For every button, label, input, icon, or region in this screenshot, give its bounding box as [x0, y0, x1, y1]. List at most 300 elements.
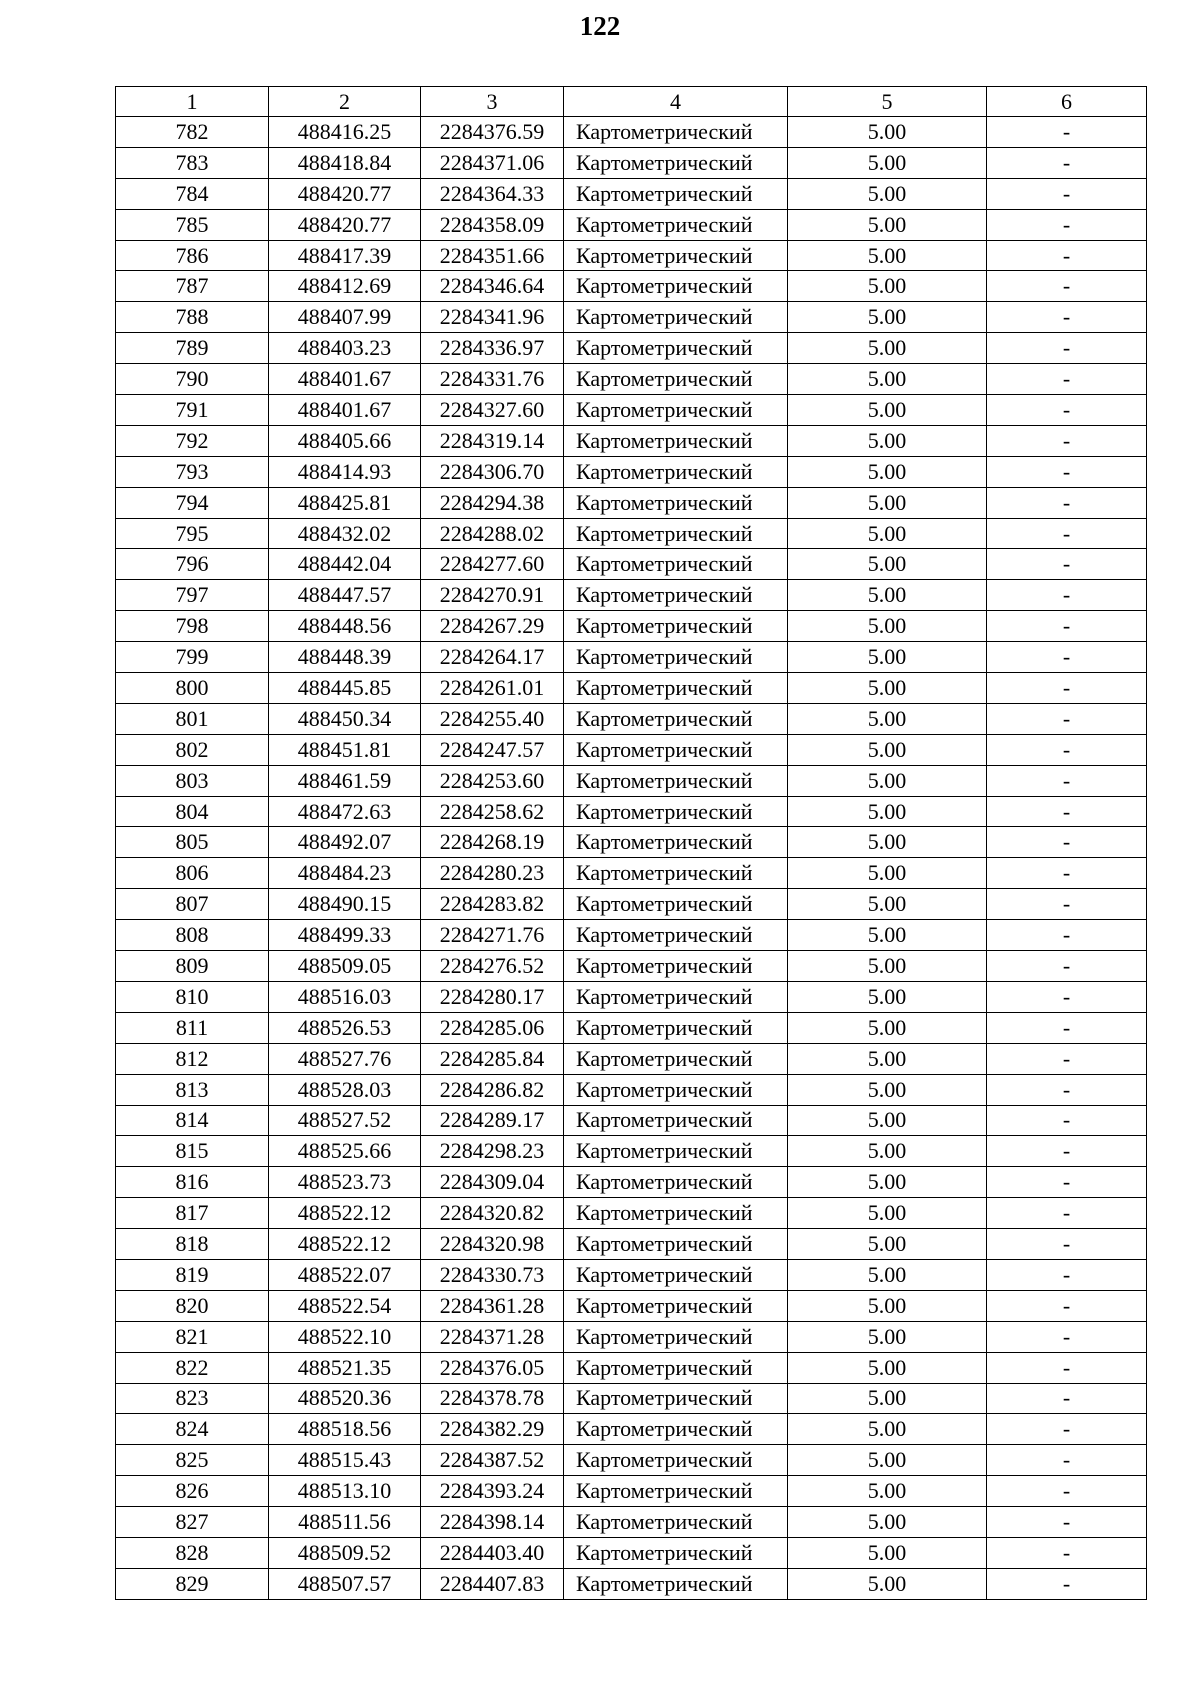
note-cell: -: [987, 1383, 1147, 1414]
point-number-cell: 815: [116, 1136, 269, 1167]
x-coordinate-cell: 488450.34: [269, 703, 421, 734]
table-row: [116, 1043, 1147, 1074]
point-number-cell: 829: [116, 1568, 269, 1599]
accuracy-cell: 5.00: [788, 1105, 987, 1136]
method-cell: Картометрический: [564, 302, 788, 333]
table-row: [116, 333, 1147, 364]
method-cell: Картометрический: [564, 1476, 788, 1507]
x-coordinate-cell: 488527.52: [269, 1105, 421, 1136]
note-cell: -: [987, 1229, 1147, 1260]
method-cell: Картометрический: [564, 456, 788, 487]
table-row: [116, 395, 1147, 426]
note-cell: -: [987, 364, 1147, 395]
y-coordinate-cell: 2284288.02: [421, 518, 564, 549]
y-coordinate-cell: 2284320.82: [421, 1198, 564, 1229]
table-row: [116, 611, 1147, 642]
accuracy-cell: 5.00: [788, 827, 987, 858]
note-cell: -: [987, 1476, 1147, 1507]
table-row: [116, 1568, 1147, 1599]
column-header: 4: [564, 87, 788, 117]
y-coordinate-cell: 2284319.14: [421, 425, 564, 456]
y-coordinate-cell: 2284267.29: [421, 611, 564, 642]
note-cell: -: [987, 302, 1147, 333]
y-coordinate-cell: 2284361.28: [421, 1290, 564, 1321]
method-cell: Картометрический: [564, 858, 788, 889]
table-row: [116, 456, 1147, 487]
table-row: [116, 1507, 1147, 1538]
y-coordinate-cell: 2284378.78: [421, 1383, 564, 1414]
table-row: [116, 858, 1147, 889]
point-number-cell: 820: [116, 1290, 269, 1321]
table-row: [116, 1167, 1147, 1198]
x-coordinate-cell: 488472.63: [269, 796, 421, 827]
x-coordinate-cell: 488420.77: [269, 178, 421, 209]
accuracy-cell: 5.00: [788, 1445, 987, 1476]
x-coordinate-cell: 488451.81: [269, 734, 421, 765]
table-row: [116, 796, 1147, 827]
note-cell: -: [987, 1012, 1147, 1043]
table-row: [116, 889, 1147, 920]
point-number-cell: 812: [116, 1043, 269, 1074]
y-coordinate-cell: 2284364.33: [421, 178, 564, 209]
x-coordinate-cell: 488513.10: [269, 1476, 421, 1507]
method-cell: Картометрический: [564, 889, 788, 920]
x-coordinate-cell: 488403.23: [269, 333, 421, 364]
x-coordinate-cell: 488522.10: [269, 1321, 421, 1352]
x-coordinate-cell: 488405.66: [269, 425, 421, 456]
method-cell: Картометрический: [564, 117, 788, 148]
x-coordinate-cell: 488522.12: [269, 1229, 421, 1260]
accuracy-cell: 5.00: [788, 1537, 987, 1568]
y-coordinate-cell: 2284351.66: [421, 240, 564, 271]
method-cell: Картометрический: [564, 1537, 788, 1568]
table-row: [116, 117, 1147, 148]
method-cell: Картометрический: [564, 1445, 788, 1476]
note-cell: -: [987, 271, 1147, 302]
column-header: 6: [987, 87, 1147, 117]
table-row: [116, 1136, 1147, 1167]
accuracy-cell: 5.00: [788, 1414, 987, 1445]
table-row: [116, 147, 1147, 178]
point-number-cell: 786: [116, 240, 269, 271]
point-number-cell: 825: [116, 1445, 269, 1476]
note-cell: -: [987, 456, 1147, 487]
accuracy-cell: 5.00: [788, 1259, 987, 1290]
y-coordinate-cell: 2284255.40: [421, 703, 564, 734]
note-cell: -: [987, 1043, 1147, 1074]
table-row: [116, 302, 1147, 333]
x-coordinate-cell: 488448.39: [269, 642, 421, 673]
accuracy-cell: 5.00: [788, 580, 987, 611]
table-row: [116, 1105, 1147, 1136]
note-cell: -: [987, 240, 1147, 271]
note-cell: -: [987, 580, 1147, 611]
note-cell: -: [987, 1136, 1147, 1167]
table-row: [116, 734, 1147, 765]
point-number-cell: 783: [116, 147, 269, 178]
y-coordinate-cell: 2284358.09: [421, 209, 564, 240]
accuracy-cell: 5.00: [788, 395, 987, 426]
table-row: [116, 673, 1147, 704]
y-coordinate-cell: 2284320.98: [421, 1229, 564, 1260]
method-cell: Картометрический: [564, 827, 788, 858]
y-coordinate-cell: 2284258.62: [421, 796, 564, 827]
method-cell: Картометрический: [564, 920, 788, 951]
y-coordinate-cell: 2284382.29: [421, 1414, 564, 1445]
note-cell: -: [987, 1445, 1147, 1476]
note-cell: -: [987, 889, 1147, 920]
point-number-cell: 824: [116, 1414, 269, 1445]
method-cell: Картометрический: [564, 1383, 788, 1414]
x-coordinate-cell: 488528.03: [269, 1074, 421, 1105]
column-header: 5: [788, 87, 987, 117]
table-row: [116, 364, 1147, 395]
point-number-cell: 798: [116, 611, 269, 642]
accuracy-cell: 5.00: [788, 364, 987, 395]
x-coordinate-cell: 488520.36: [269, 1383, 421, 1414]
y-coordinate-cell: 2284268.19: [421, 827, 564, 858]
x-coordinate-cell: 488447.57: [269, 580, 421, 611]
point-number-cell: 795: [116, 518, 269, 549]
method-cell: Картометрический: [564, 147, 788, 178]
point-number-cell: 784: [116, 178, 269, 209]
table-row: [116, 271, 1147, 302]
x-coordinate-cell: 488407.99: [269, 302, 421, 333]
point-number-cell: 803: [116, 765, 269, 796]
note-cell: -: [987, 611, 1147, 642]
method-cell: Картометрический: [564, 178, 788, 209]
point-number-cell: 811: [116, 1012, 269, 1043]
x-coordinate-cell: 488526.53: [269, 1012, 421, 1043]
accuracy-cell: 5.00: [788, 1167, 987, 1198]
point-number-cell: 805: [116, 827, 269, 858]
accuracy-cell: 5.00: [788, 1476, 987, 1507]
x-coordinate-cell: 488527.76: [269, 1043, 421, 1074]
method-cell: Картометрический: [564, 1074, 788, 1105]
y-coordinate-cell: 2284331.76: [421, 364, 564, 395]
accuracy-cell: 5.00: [788, 302, 987, 333]
method-cell: Картометрический: [564, 580, 788, 611]
y-coordinate-cell: 2284276.52: [421, 951, 564, 982]
accuracy-cell: 5.00: [788, 951, 987, 982]
accuracy-cell: 5.00: [788, 117, 987, 148]
method-cell: Картометрический: [564, 1167, 788, 1198]
x-coordinate-cell: 488523.73: [269, 1167, 421, 1198]
method-cell: Картометрический: [564, 1507, 788, 1538]
table-row: [116, 487, 1147, 518]
method-cell: Картометрический: [564, 333, 788, 364]
note-cell: -: [987, 333, 1147, 364]
accuracy-cell: 5.00: [788, 425, 987, 456]
point-number-cell: 813: [116, 1074, 269, 1105]
note-cell: -: [987, 518, 1147, 549]
column-header: 2: [269, 87, 421, 117]
note-cell: -: [987, 642, 1147, 673]
point-number-cell: 819: [116, 1259, 269, 1290]
x-coordinate-cell: 488401.67: [269, 395, 421, 426]
y-coordinate-cell: 2284289.17: [421, 1105, 564, 1136]
y-coordinate-cell: 2284285.84: [421, 1043, 564, 1074]
note-cell: -: [987, 1198, 1147, 1229]
accuracy-cell: 5.00: [788, 734, 987, 765]
table-row: [116, 1321, 1147, 1352]
note-cell: -: [987, 117, 1147, 148]
x-coordinate-cell: 488511.56: [269, 1507, 421, 1538]
method-cell: Картометрический: [564, 209, 788, 240]
y-coordinate-cell: 2284376.59: [421, 117, 564, 148]
note-cell: -: [987, 1537, 1147, 1568]
accuracy-cell: 5.00: [788, 611, 987, 642]
method-cell: Картометрический: [564, 1105, 788, 1136]
method-cell: Картометрический: [564, 240, 788, 271]
note-cell: -: [987, 920, 1147, 951]
x-coordinate-cell: 488412.69: [269, 271, 421, 302]
table-row: [116, 1383, 1147, 1414]
y-coordinate-cell: 2284309.04: [421, 1167, 564, 1198]
method-cell: Картометрический: [564, 1290, 788, 1321]
x-coordinate-cell: 488484.23: [269, 858, 421, 889]
x-coordinate-cell: 488525.66: [269, 1136, 421, 1167]
table-row: [116, 1352, 1147, 1383]
point-number-cell: 782: [116, 117, 269, 148]
x-coordinate-cell: 488507.57: [269, 1568, 421, 1599]
point-number-cell: 800: [116, 673, 269, 704]
note-cell: -: [987, 1259, 1147, 1290]
point-number-cell: 809: [116, 951, 269, 982]
method-cell: Картометрический: [564, 1229, 788, 1260]
table-row: [116, 951, 1147, 982]
accuracy-cell: 5.00: [788, 642, 987, 673]
table-row: [116, 518, 1147, 549]
accuracy-cell: 5.00: [788, 209, 987, 240]
method-cell: Картометрический: [564, 951, 788, 982]
table-row: [116, 1259, 1147, 1290]
x-coordinate-cell: 488432.02: [269, 518, 421, 549]
y-coordinate-cell: 2284294.38: [421, 487, 564, 518]
x-coordinate-cell: 488418.84: [269, 147, 421, 178]
column-header: 1: [116, 87, 269, 117]
table-body: [116, 117, 1147, 1600]
method-cell: Картометрический: [564, 703, 788, 734]
accuracy-cell: 5.00: [788, 1321, 987, 1352]
method-cell: Картометрический: [564, 796, 788, 827]
x-coordinate-cell: 488516.03: [269, 981, 421, 1012]
point-number-cell: 818: [116, 1229, 269, 1260]
y-coordinate-cell: 2284264.17: [421, 642, 564, 673]
method-cell: Картометрический: [564, 1321, 788, 1352]
accuracy-cell: 5.00: [788, 240, 987, 271]
table-row: [116, 209, 1147, 240]
table-row: [116, 549, 1147, 580]
method-cell: Картометрический: [564, 549, 788, 580]
table-row: [116, 1537, 1147, 1568]
accuracy-cell: 5.00: [788, 1383, 987, 1414]
method-cell: Картометрический: [564, 425, 788, 456]
x-coordinate-cell: 488522.07: [269, 1259, 421, 1290]
y-coordinate-cell: 2284253.60: [421, 765, 564, 796]
x-coordinate-cell: 488416.25: [269, 117, 421, 148]
note-cell: -: [987, 951, 1147, 982]
accuracy-cell: 5.00: [788, 1043, 987, 1074]
point-number-cell: 808: [116, 920, 269, 951]
accuracy-cell: 5.00: [788, 1198, 987, 1229]
method-cell: Картометрический: [564, 765, 788, 796]
accuracy-cell: 5.00: [788, 1568, 987, 1599]
x-coordinate-cell: 488492.07: [269, 827, 421, 858]
y-coordinate-cell: 2284330.73: [421, 1259, 564, 1290]
y-coordinate-cell: 2284285.06: [421, 1012, 564, 1043]
y-coordinate-cell: 2284271.76: [421, 920, 564, 951]
note-cell: -: [987, 209, 1147, 240]
table-row: [116, 1414, 1147, 1445]
accuracy-cell: 5.00: [788, 673, 987, 704]
y-coordinate-cell: 2284298.23: [421, 1136, 564, 1167]
accuracy-cell: 5.00: [788, 1229, 987, 1260]
point-number-cell: 796: [116, 549, 269, 580]
y-coordinate-cell: 2284376.05: [421, 1352, 564, 1383]
y-coordinate-cell: 2284341.96: [421, 302, 564, 333]
y-coordinate-cell: 2284371.06: [421, 147, 564, 178]
accuracy-cell: 5.00: [788, 518, 987, 549]
point-number-cell: 790: [116, 364, 269, 395]
coordinates-table: [115, 86, 1147, 1600]
note-cell: -: [987, 1568, 1147, 1599]
point-number-cell: 816: [116, 1167, 269, 1198]
x-coordinate-cell: 488461.59: [269, 765, 421, 796]
method-cell: Картометрический: [564, 1198, 788, 1229]
accuracy-cell: 5.00: [788, 796, 987, 827]
page-number: 122: [579, 11, 621, 41]
point-number-cell: 791: [116, 395, 269, 426]
accuracy-cell: 5.00: [788, 920, 987, 951]
note-cell: -: [987, 1074, 1147, 1105]
note-cell: -: [987, 673, 1147, 704]
point-number-cell: 807: [116, 889, 269, 920]
accuracy-cell: 5.00: [788, 333, 987, 364]
point-number-cell: 787: [116, 271, 269, 302]
x-coordinate-cell: 488499.33: [269, 920, 421, 951]
accuracy-cell: 5.00: [788, 889, 987, 920]
table-row: [116, 178, 1147, 209]
method-cell: Картометрический: [564, 487, 788, 518]
y-coordinate-cell: 2284247.57: [421, 734, 564, 765]
accuracy-cell: 5.00: [788, 981, 987, 1012]
y-coordinate-cell: 2284398.14: [421, 1507, 564, 1538]
accuracy-cell: 5.00: [788, 703, 987, 734]
method-cell: Картометрический: [564, 1136, 788, 1167]
point-number-cell: 801: [116, 703, 269, 734]
note-cell: -: [987, 1105, 1147, 1136]
method-cell: Картометрический: [564, 1012, 788, 1043]
accuracy-cell: 5.00: [788, 858, 987, 889]
y-coordinate-cell: 2284306.70: [421, 456, 564, 487]
table-row: [116, 1198, 1147, 1229]
point-number-cell: 785: [116, 209, 269, 240]
x-coordinate-cell: 488490.15: [269, 889, 421, 920]
note-cell: -: [987, 425, 1147, 456]
y-coordinate-cell: 2284261.01: [421, 673, 564, 704]
method-cell: Картометрический: [564, 364, 788, 395]
point-number-cell: 797: [116, 580, 269, 611]
point-number-cell: 821: [116, 1321, 269, 1352]
accuracy-cell: 5.00: [788, 487, 987, 518]
x-coordinate-cell: 488522.54: [269, 1290, 421, 1321]
point-number-cell: 817: [116, 1198, 269, 1229]
accuracy-cell: 5.00: [788, 178, 987, 209]
x-coordinate-cell: 488425.81: [269, 487, 421, 518]
table-row: [116, 1445, 1147, 1476]
y-coordinate-cell: 2284387.52: [421, 1445, 564, 1476]
method-cell: Картометрический: [564, 1352, 788, 1383]
y-coordinate-cell: 2284286.82: [421, 1074, 564, 1105]
method-cell: Картометрический: [564, 518, 788, 549]
y-coordinate-cell: 2284371.28: [421, 1321, 564, 1352]
method-cell: Картометрический: [564, 642, 788, 673]
method-cell: Картометрический: [564, 1259, 788, 1290]
x-coordinate-cell: 488442.04: [269, 549, 421, 580]
accuracy-cell: 5.00: [788, 1290, 987, 1321]
y-coordinate-cell: 2284280.17: [421, 981, 564, 1012]
accuracy-cell: 5.00: [788, 1136, 987, 1167]
x-coordinate-cell: 488522.12: [269, 1198, 421, 1229]
table-row: [116, 703, 1147, 734]
point-number-cell: 788: [116, 302, 269, 333]
point-number-cell: 823: [116, 1383, 269, 1414]
point-number-cell: 810: [116, 981, 269, 1012]
note-cell: -: [987, 1352, 1147, 1383]
method-cell: Картометрический: [564, 734, 788, 765]
y-coordinate-cell: 2284403.40: [421, 1537, 564, 1568]
y-coordinate-cell: 2284327.60: [421, 395, 564, 426]
x-coordinate-cell: 488401.67: [269, 364, 421, 395]
point-number-cell: 793: [116, 456, 269, 487]
x-coordinate-cell: 488445.85: [269, 673, 421, 704]
method-cell: Картометрический: [564, 1568, 788, 1599]
note-cell: -: [987, 734, 1147, 765]
point-number-cell: 799: [116, 642, 269, 673]
point-number-cell: 802: [116, 734, 269, 765]
accuracy-cell: 5.00: [788, 147, 987, 178]
table-row: [116, 765, 1147, 796]
accuracy-cell: 5.00: [788, 271, 987, 302]
note-cell: -: [987, 549, 1147, 580]
note-cell: -: [987, 827, 1147, 858]
point-number-cell: 828: [116, 1537, 269, 1568]
y-coordinate-cell: 2284277.60: [421, 549, 564, 580]
y-coordinate-cell: 2284283.82: [421, 889, 564, 920]
table-row: [116, 425, 1147, 456]
point-number-cell: 822: [116, 1352, 269, 1383]
x-coordinate-cell: 488518.56: [269, 1414, 421, 1445]
note-cell: -: [987, 858, 1147, 889]
x-coordinate-cell: 488521.35: [269, 1352, 421, 1383]
accuracy-cell: 5.00: [788, 1352, 987, 1383]
table-row: [116, 1012, 1147, 1043]
y-coordinate-cell: 2284346.64: [421, 271, 564, 302]
method-cell: Картометрический: [564, 1043, 788, 1074]
x-coordinate-cell: 488448.56: [269, 611, 421, 642]
note-cell: -: [987, 796, 1147, 827]
point-number-cell: 814: [116, 1105, 269, 1136]
point-number-cell: 794: [116, 487, 269, 518]
x-coordinate-cell: 488417.39: [269, 240, 421, 271]
accuracy-cell: 5.00: [788, 765, 987, 796]
point-number-cell: 827: [116, 1507, 269, 1538]
accuracy-cell: 5.00: [788, 1507, 987, 1538]
y-coordinate-cell: 2284270.91: [421, 580, 564, 611]
method-cell: Картометрический: [564, 1414, 788, 1445]
note-cell: -: [987, 147, 1147, 178]
